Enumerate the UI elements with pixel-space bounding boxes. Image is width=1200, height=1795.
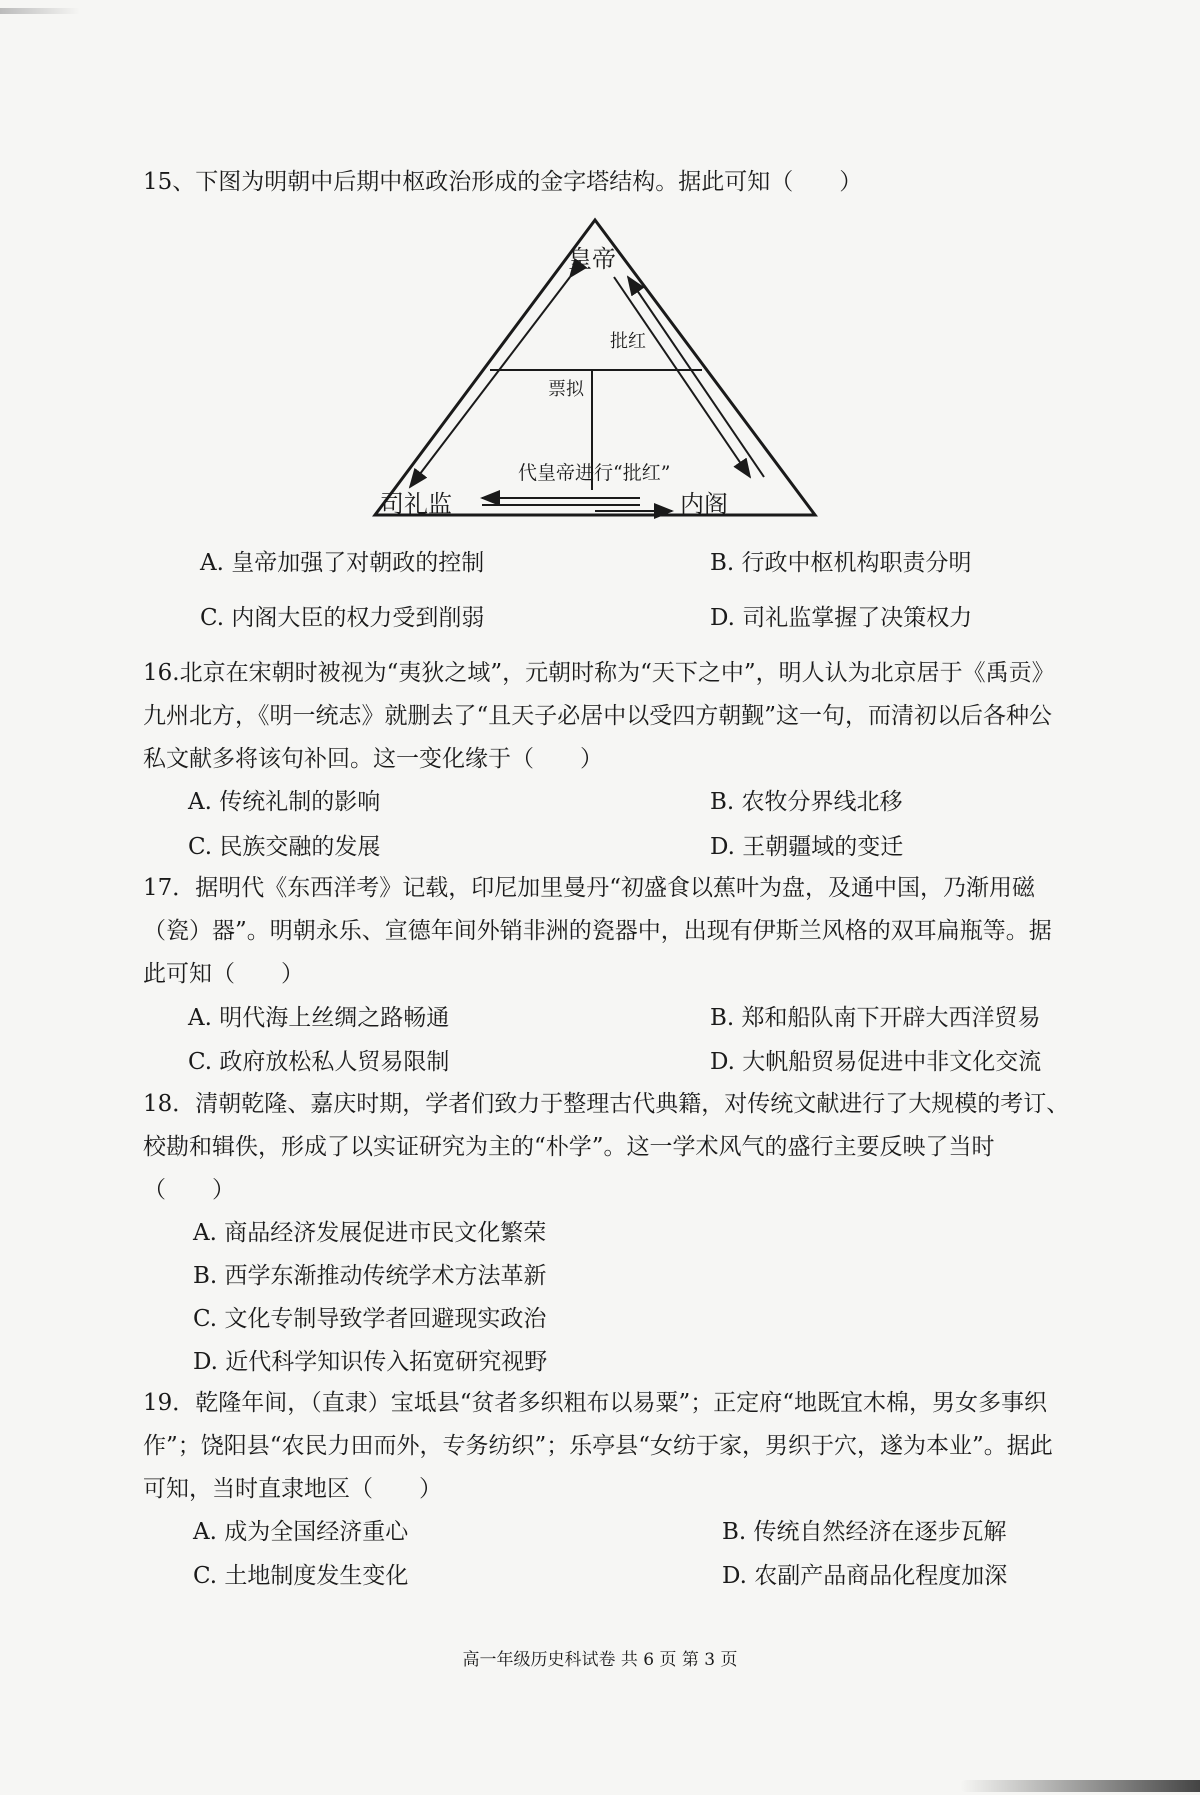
question-15-stem: 15、下图为明朝中后期中枢政治形成的金字塔结构。据此可知（ ） — [143, 169, 863, 195]
q16-option-c: C. 民族交融的发展 — [188, 834, 381, 860]
q19-option-a: A. 成为全国经济重心 — [193, 1519, 409, 1545]
question-17-stem: 17．据明代《东西洋考》记载，印尼加里曼丹“初盛食以蕉叶为盘，及通中国，乃渐用磁（瓷）器”。明朝永乐、宣德年间外销非洲的瓷器中，出现有伊斯兰风格的双耳扁瓶等。据此可知（ ） — [143, 875, 1052, 987]
arrow-piaoni — [628, 277, 764, 477]
top-cut-text — [320, 0, 620, 10]
q17-option-c: C. 政府放松私人贸易限制 — [188, 1049, 450, 1075]
q18-option-a: A. 商品经济发展促进市民文化繁荣 — [193, 1220, 547, 1246]
q19-option-b: B. 传统自然经济在逐步瓦解 — [722, 1519, 1007, 1545]
q15-option-b: B. 行政中枢机构职责分明 — [710, 550, 972, 576]
q19-option-d: D. 农副产品商品化程度加深 — [722, 1563, 1008, 1589]
q15-option-a: A. 皇帝加强了对朝政的控制 — [200, 550, 485, 576]
q18-option-b: B. 西学东渐推动传统学术方法革新 — [193, 1263, 547, 1289]
q17-option-b: B. 郑和船队南下开辟大西洋贸易 — [710, 1005, 1041, 1031]
label-pihong: 批红 — [610, 331, 646, 352]
arrow-emperor-silijian — [410, 277, 570, 487]
label-piaoni: 票拟 — [548, 379, 584, 400]
pyramid-diagram — [370, 215, 820, 525]
question-16-stem: 16.北京在宋朝时被视为“夷狄之域”，元朝时称为“天下之中”，明人认为北京居于《禹贡》九州北方，《明一统志》就删去了“且天子必居中以受四方朝觐”这一句，而清初以后各种公私文献多将该句补回。这一变化缘于（ ） — [143, 660, 1055, 772]
question-19-stem: 19．乾隆年间，（直隶）宝坻县“贫者多织粗布以易粟”；正定府“地既宜木棉，男女多事织作”；饶阳县“农民力田而外，专务纺织”；乐亭县“女纺于家，男织于穴，遂为本业”。据此可知，当时直隶地区（ ） — [143, 1390, 1053, 1502]
q15-option-d: D. 司礼监掌握了决策权力 — [710, 605, 973, 631]
q16-option-b: B. 农牧分界线北移 — [710, 789, 903, 815]
scan-smudge — [0, 8, 80, 14]
q16-option-d: D. 王朝疆域的变迁 — [710, 834, 904, 860]
arrow-pihong — [614, 277, 750, 477]
q18-option-c: C. 文化专制导致学者回避现实政治 — [193, 1306, 547, 1332]
page-footer: 高一年级历史科试卷 共 6 页 第 3 页 — [462, 1650, 738, 1670]
q17-option-d: D. 大帆船贸易促进中非文化交流 — [710, 1049, 1042, 1075]
q15-option-c: C. 内阁大臣的权力受到削弱 — [200, 605, 485, 631]
label-emperor: 皇帝 — [568, 245, 616, 273]
q19-option-c: C. 土地制度发生变化 — [193, 1563, 409, 1589]
label-neige: 内阁 — [680, 490, 728, 518]
q18-option-d: D. 近代科学知识传入拓宽研究视野 — [193, 1349, 548, 1375]
q17-option-a: A. 明代海上丝绸之路畅通 — [188, 1005, 450, 1031]
label-proxy-pihong: 代皇帝进行“批红” — [518, 462, 671, 484]
label-silijian: 司礼监 — [380, 490, 452, 518]
scan-edge-shadow — [960, 1780, 1200, 1792]
question-18-stem: 18．清朝乾隆、嘉庆时期，学者们致力于整理古代典籍，对传统文献进行了大规模的考订、校勘和辑佚，形成了以实证研究为主的“朴学”。这一学术风气的盛行主要反映了当时（ ） — [143, 1091, 1070, 1203]
q16-option-a: A. 传统礼制的影响 — [188, 789, 381, 815]
